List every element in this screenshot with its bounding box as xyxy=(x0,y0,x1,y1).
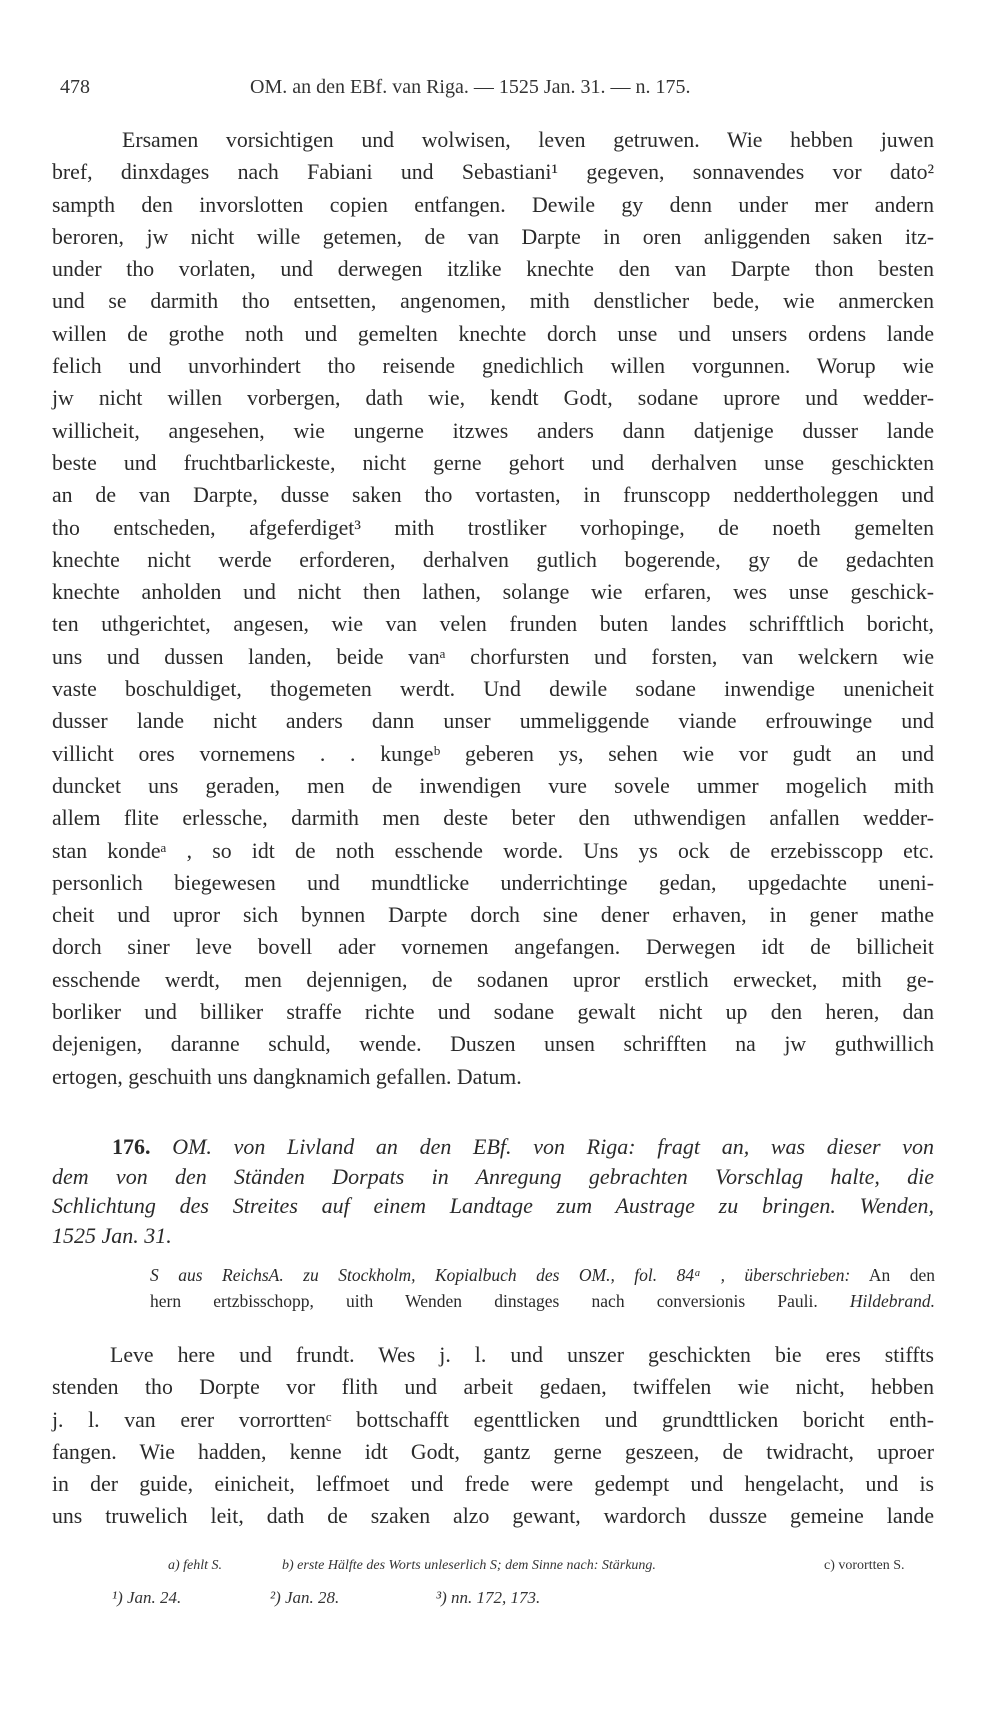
source-archive: S aus ReichsA. zu Stockholm, Kopialbuch des OM., fol. 84ᵃ , überschrieben: xyxy=(150,1265,851,1285)
text-line: duncket uns geraden, men de inwendigen vure sovele ummer mogelich mith xyxy=(52,773,934,798)
text-line: cheit und upror sich bynnen Darpte dorch sine dener erhaven, in gener mathe xyxy=(52,903,934,928)
source-line xyxy=(150,1288,935,1314)
document-176-heading xyxy=(52,1132,934,1250)
text-line: bref, dinxdages nach Fabiani und Sebastiani¹ gegeven, sonnavendes vor dato² xyxy=(52,160,934,185)
text-line: dorch siner leve bovell ader vornemen angefangen. Derwegen idt de billicheit xyxy=(52,935,934,960)
text-line: dusser lande nicht anders dann unser ummeliggende viande erfrouwinge und xyxy=(52,709,934,734)
footnote-1: ¹) Jan. 24. xyxy=(112,1588,182,1607)
running-head: OM. an den EBf. van Riga. — 1525 Jan. 31. — n. 175. xyxy=(250,76,691,98)
heading-line: Schlichtung des Streites auf einem Landtage zum Austrage zu bringen. Wenden, xyxy=(52,1193,934,1218)
text-line: beste und fruchtbarlickeste, nicht gerne gehort und derhalven unse geschickten xyxy=(52,450,934,475)
page-number: 478 xyxy=(60,76,90,98)
source-note xyxy=(150,1262,935,1314)
document-number: 176. xyxy=(112,1134,151,1159)
critical-note-b: b) erste Hälfte des Worts unleserlich S; dem Sinne nach: Stärkung. xyxy=(282,1558,656,1573)
letter-175-text xyxy=(52,124,934,1093)
text-line: knechte nicht werde erforderen, derhalven gutlich bogerende, gy de gedachten xyxy=(52,547,934,572)
editor-name: Hildebrand. xyxy=(849,1291,935,1311)
text-line: esschende werdt, men dejennigen, de sodanen upror erstlich erwecket, mith ge- xyxy=(52,967,934,992)
text-line: j. l. van erer vorrorttenᶜ bottschafft egenttlicken und grundttlicken boricht enth- xyxy=(52,1407,934,1432)
text-line: vaste boschuldiget, thogemeten werdt. Und dewile sodane inwendige unenicheit xyxy=(52,677,934,702)
text-line: willen de grothe noth und gemelten knechte dorch unse und unsers ordens lande xyxy=(52,321,934,346)
text-line: borliker und billiker straffe richte und sodane gewalt nicht up den heren, dan xyxy=(52,1000,934,1025)
heading-line xyxy=(52,1132,934,1162)
text-line: villicht ores vornemens . . kungeᵇ geberen ys, sehen wie vor gudt an und xyxy=(52,741,934,766)
text-line: sampth den invorslotten copien entfangen. Dewile gy denn under mer andern xyxy=(52,192,934,217)
source-address-cont: hern ertzbisschopp, uith Wenden dinstages nach conversionis Pauli. xyxy=(150,1291,818,1311)
letter-176-text xyxy=(52,1339,934,1533)
text-line: felich und unvorhindert tho reisende gnedichlich willen vorgunnen. Worup wie xyxy=(52,354,934,379)
heading-line: 1525 Jan. 31. xyxy=(52,1222,172,1248)
text-line: under tho vorlaten, und derwegen itzlike knechte den van Darpte thon besten xyxy=(52,257,934,282)
text-line: uns und dussen landen, beide vanᵃ chorfursten und forsten, van welckern wie xyxy=(52,644,934,669)
text-line: knechte anholden und nicht then lathen, solange wie erfaren, wes unse geschick- xyxy=(52,580,934,605)
text-line: beroren, jw nicht wille getemen, de van Darpte in oren anliggenden saken itz- xyxy=(52,224,934,249)
text-line: uns truwelich leit, dath de szaken alzo gewant, wardorch dussze gemeine lande xyxy=(52,1504,934,1529)
text-line: allem flite erlessche, darmith men deste beter den uthwendigen anfallen wedder- xyxy=(52,806,934,831)
source-address: An den xyxy=(850,1265,935,1285)
text-line: Leve here und frundt. Wes j. l. und unszer geschickten bie eres stiffts xyxy=(110,1343,934,1367)
text-line: personlich biegewesen und mundtlicke underrichtinge gedan, upgedachte uneni- xyxy=(52,870,934,895)
text-line: stan kondeᵃ , so idt de noth esschende worde. Uns ys ock de erzebisscopp etc. xyxy=(52,838,934,863)
footnote-3: ³) nn. 172, 173. xyxy=(436,1588,541,1607)
text-line: dejenigen, daranne schuld, wende. Duszen unsen schrifften na jw guthwillich xyxy=(52,1032,934,1057)
text-line: ertogen, geschuith uns dangknamich gefallen. Datum. xyxy=(52,1064,522,1089)
page-header xyxy=(0,76,1000,108)
footnote-2: ²) Jan. 28. xyxy=(270,1588,340,1607)
source-line xyxy=(150,1262,935,1288)
text-line: Ersamen vorsichtigen und wolwisen, leven getruwen. Wie hebben juwen xyxy=(122,128,934,152)
text-line: und se darmith tho entsetten, angenomen, mith denstlicher bede, wie anmercken xyxy=(52,289,934,314)
text-line: fangen. Wie hadden, kenne idt Godt, gantz gerne geszeen, de twidracht, uproer xyxy=(52,1439,934,1464)
text-line: jw nicht willen vorbergen, dath wie, kendt Godt, sodane uprore und wedder- xyxy=(52,386,934,411)
text-line: willicheit, angesehen, wie ungerne itzwes anders dann datjenige dusser lande xyxy=(52,418,934,443)
text-line: tho entscheden, afgeferdiget³ mith trostliker vorhopinge, de noeth gemelten xyxy=(52,515,934,540)
critical-note-a: a) fehlt S. xyxy=(168,1558,223,1573)
text-line: an de van Darpte, dusse saken tho vortasten, in frunscopp neddertholeggen und xyxy=(52,483,934,508)
critical-note-c: c) vorortten S. xyxy=(824,1558,905,1573)
text-line: stenden tho Dorpte vor flith und arbeit gedaen, twiffelen wie nicht, hebben xyxy=(52,1375,934,1400)
heading-line: dem von den Ständen Dorpats in Anregung gebrachten Vorschlag halte, die xyxy=(52,1163,934,1189)
text-line: ten uthgerichtet, angesen, wie van velen frunden buten landes schrifftlich boricht, xyxy=(52,612,934,637)
text-line: in der guide, einicheit, leffmoet und frede were gedempt und hengelacht, und is xyxy=(52,1472,934,1497)
heading-text: OM. von Livland an den EBf. von Riga: fragt an, was dieser von xyxy=(172,1134,935,1159)
